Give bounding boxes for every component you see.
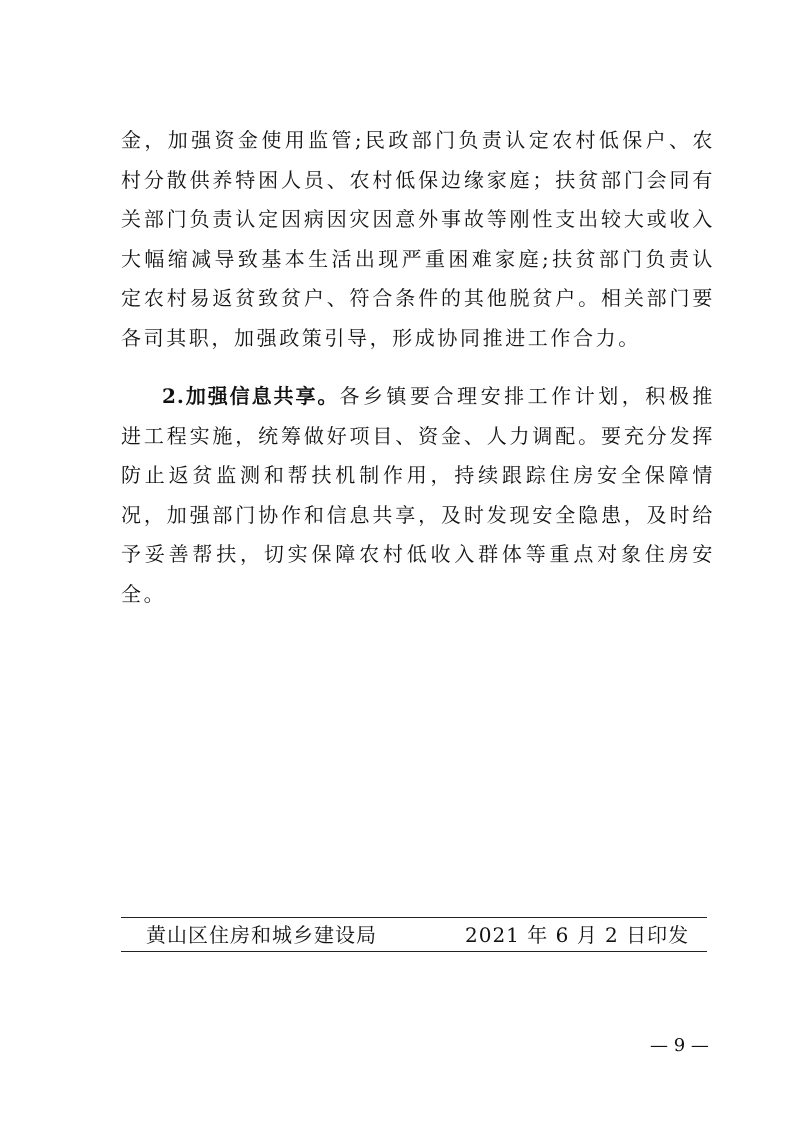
footer-issuer: 黄山区住房和城乡建设局 <box>146 923 377 947</box>
paragraph-2 <box>121 377 715 614</box>
paragraph-2-heading: 2.加强信息共享。 <box>162 384 340 408</box>
paragraph-2-text: 各乡镇要合理安排工作计划，积极推进工程实施，统筹做好项目、资金、人力调配。要充分发挥防止返贫监测和帮扶机制作用，持续跟踪住房安全保障情况，加强部门协作和信息共享，及时发现安全隐患，及时给予妥善帮扶，切实保障农村低收入群体等重点对象住房安全。 <box>121 384 715 606</box>
page-number: — 9 — <box>650 1035 709 1056</box>
footer-top-rule <box>121 917 707 918</box>
paragraph-1: 金，加强资金使用监管;民政部门负责认定农村低保户、农村分散供养特困人员、农村低保边缘家庭；扶贫部门会同有关部门负责认定因病因灾因意外事故等刚性支出较大或收入大幅缩减导致基本生活出现严重困难家庭;扶贫部门负责认定农村易返贫致贫户、符合条件的其他脱贫户。相关部门要各司其职，加强政策引导，形成协同推进工作合力。 <box>121 128 715 350</box>
footer-issue-date: 2021 年 6 月 2 日印发 <box>465 923 690 947</box>
footer-bottom-rule <box>121 951 707 952</box>
